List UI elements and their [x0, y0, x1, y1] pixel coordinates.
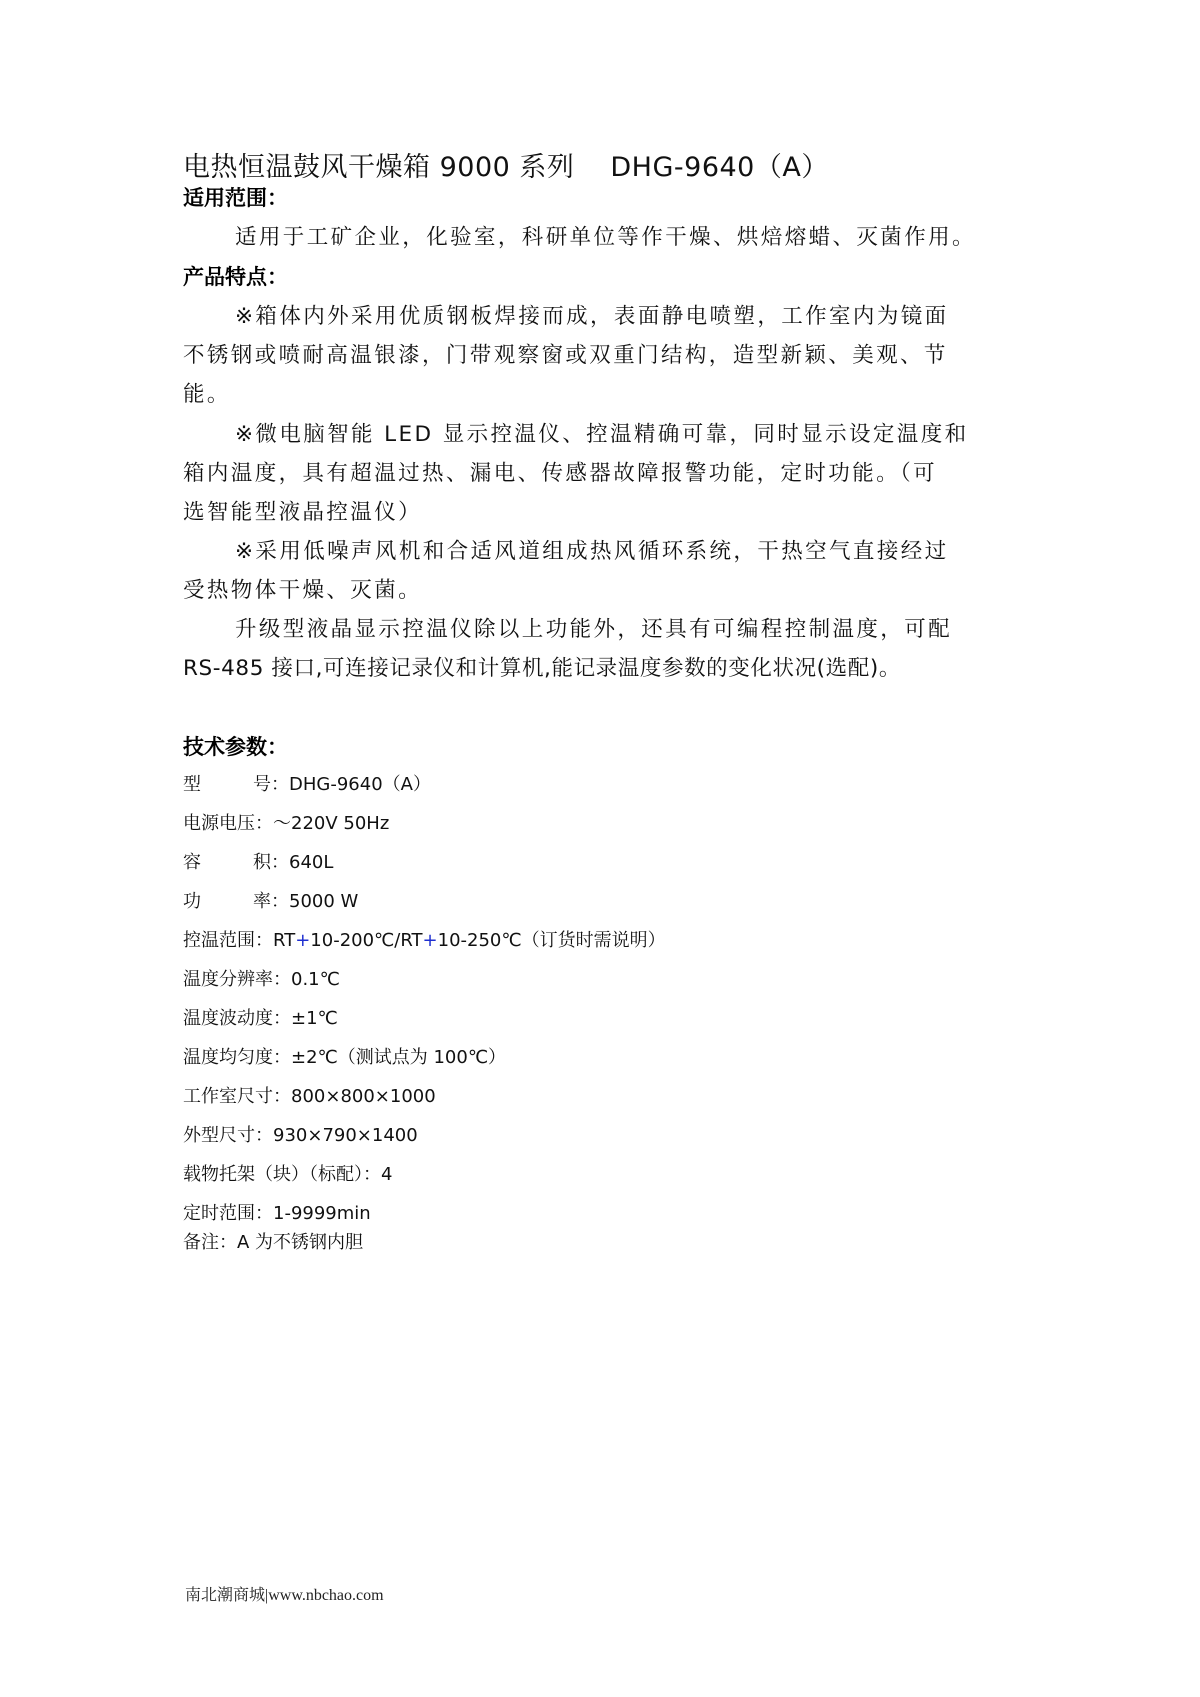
footer-source: 南北潮商城|www.nbchao.com	[185, 1587, 384, 1604]
spec-outer-size: 外型尺寸：930×790×1400	[183, 1125, 418, 1146]
feature-line: ※微电脑智能 LED 显示控温仪、控温精确可靠，同时显示设定温度和	[235, 422, 969, 447]
product-name: 电热恒温鼓风干燥箱 9000 系列	[183, 152, 575, 183]
spec-power: 功 率：5000 W	[183, 891, 359, 912]
feature-line: ※箱体内外采用优质钢板焊接而成，表面静电喷塑，工作室内为镜面	[235, 304, 949, 329]
feature-line: 能。	[183, 382, 231, 407]
spec-model: 型 号：DHG-9640（A）	[183, 774, 431, 795]
features-heading: 产品特点：	[183, 265, 288, 289]
feature-line: 不锈钢或喷耐高温银漆，门带观察窗或双重门结构，造型新颖、美观、节	[183, 343, 948, 368]
feature-line: 受热物体干燥、灭菌。	[183, 578, 423, 603]
spec-volume: 容 积：640L	[183, 852, 334, 873]
scope-text: 适用于工矿企业，化验室，科研单位等作干燥、烘焙熔蜡、灭菌作用。	[235, 225, 976, 250]
product-model: DHG-9640（A）	[610, 152, 829, 183]
spec-temp-fluctuation: 温度波动度：±1℃	[183, 1008, 338, 1029]
spec-chamber-size: 工作室尺寸：800×800×1000	[183, 1086, 436, 1107]
scope-heading: 适用范围：	[183, 186, 288, 210]
spec-timer-range: 定时范围：1-9999min	[183, 1203, 371, 1224]
specs-heading: 技术参数：	[183, 735, 288, 759]
document-title	[183, 150, 829, 186]
spec-temp-resolution: 温度分辨率：0.1℃	[183, 969, 340, 990]
feature-line: RS-485 接口,可连接记录仪和计算机,能记录温度参数的变化状况(选配)。	[183, 656, 901, 681]
spec-temp-uniformity: 温度均匀度：±2℃（测试点为 100℃）	[183, 1047, 507, 1068]
feature-line: ※采用低噪声风机和合适风道组成热风循环系统，干热空气直接经过	[235, 539, 949, 564]
feature-line: 箱内温度，具有超温过热、漏电、传感器故障报警功能，定时功能。（可	[183, 461, 938, 486]
feature-line: 升级型液晶显示控温仪除以上功能外，还具有可编程控制温度，可配	[235, 617, 953, 642]
spec-temp-range: 控温范围：RT+10-200℃/RT+10-250℃（订货时需说明）	[183, 930, 666, 951]
spec-note: 备注：A 为不锈钢内胆	[183, 1232, 364, 1253]
feature-line: 选智能型液晶控温仪）	[183, 500, 423, 525]
spec-power-supply: 电源电压：～220V 50Hz	[183, 813, 390, 834]
spec-shelves: 载物托架（块）（标配）：4	[183, 1164, 393, 1185]
